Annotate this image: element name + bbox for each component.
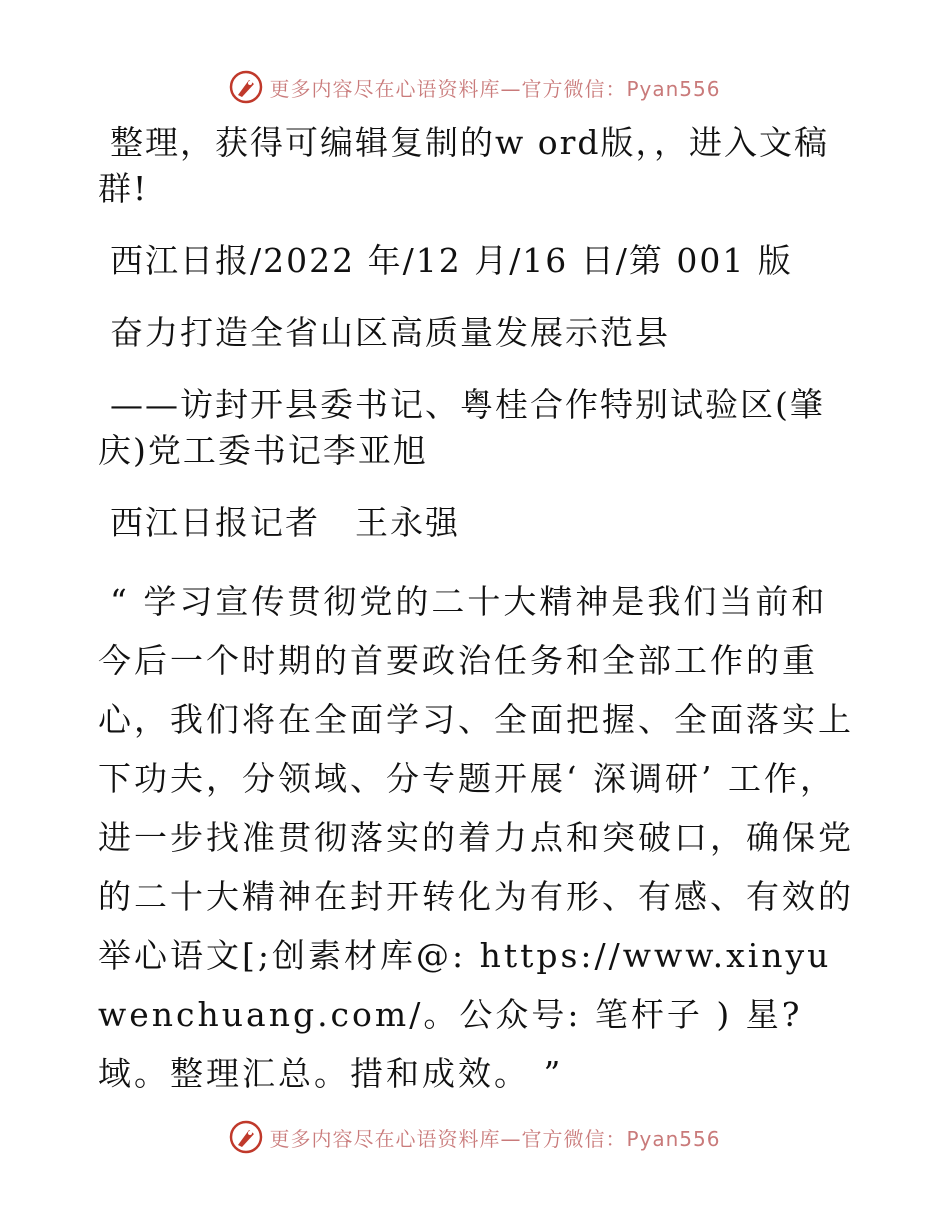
pen-nib-icon	[229, 1120, 263, 1154]
document-body	[98, 120, 858, 1129]
watermark-text: 更多内容尽在心语资料库—官方微信：Pyan556	[269, 76, 721, 101]
article-body-paragraph: “ 学习宣传贯彻党的二十大精神是我们当前和今后一个时期的首要政治任务和全部工作的重心，我们将在全面学习、全面把握、全面落实上下功夫，分领域、分专题开展‘ 深调研’ 工作，进一步找准贯彻落实的着力点和突破口，确保党的二十大精神在封开转化为有形、有感、有效的举心语文[;创素材库@: https://www.xinyuwenchuang.com/。公众号: 笔杆子 ) 星?域。整理汇总。措和成效。 ”	[98, 582, 854, 1093]
article-subtitle: ——访封开县委书记、粤桂合作特别试验区(肇庆)党工委书记李亚旭	[98, 385, 825, 470]
reporter-byline: 西江日报记者 王永强	[110, 503, 460, 542]
publication-info: 西江日报/2022 年/12 月/16 日/第 001 版	[110, 241, 793, 280]
pen-nib-icon	[229, 70, 263, 104]
article-title: 奋力打造全省山区高质量发展示范县	[110, 313, 670, 352]
footer-watermark-banner	[0, 1120, 950, 1154]
header-watermark-banner	[0, 70, 950, 104]
watermark-text: 更多内容尽在心语资料库—官方微信：Pyan556	[269, 1126, 721, 1151]
intro-line: 整理，获得可编辑复制的w ord版，，进入文稿群!	[98, 123, 830, 208]
